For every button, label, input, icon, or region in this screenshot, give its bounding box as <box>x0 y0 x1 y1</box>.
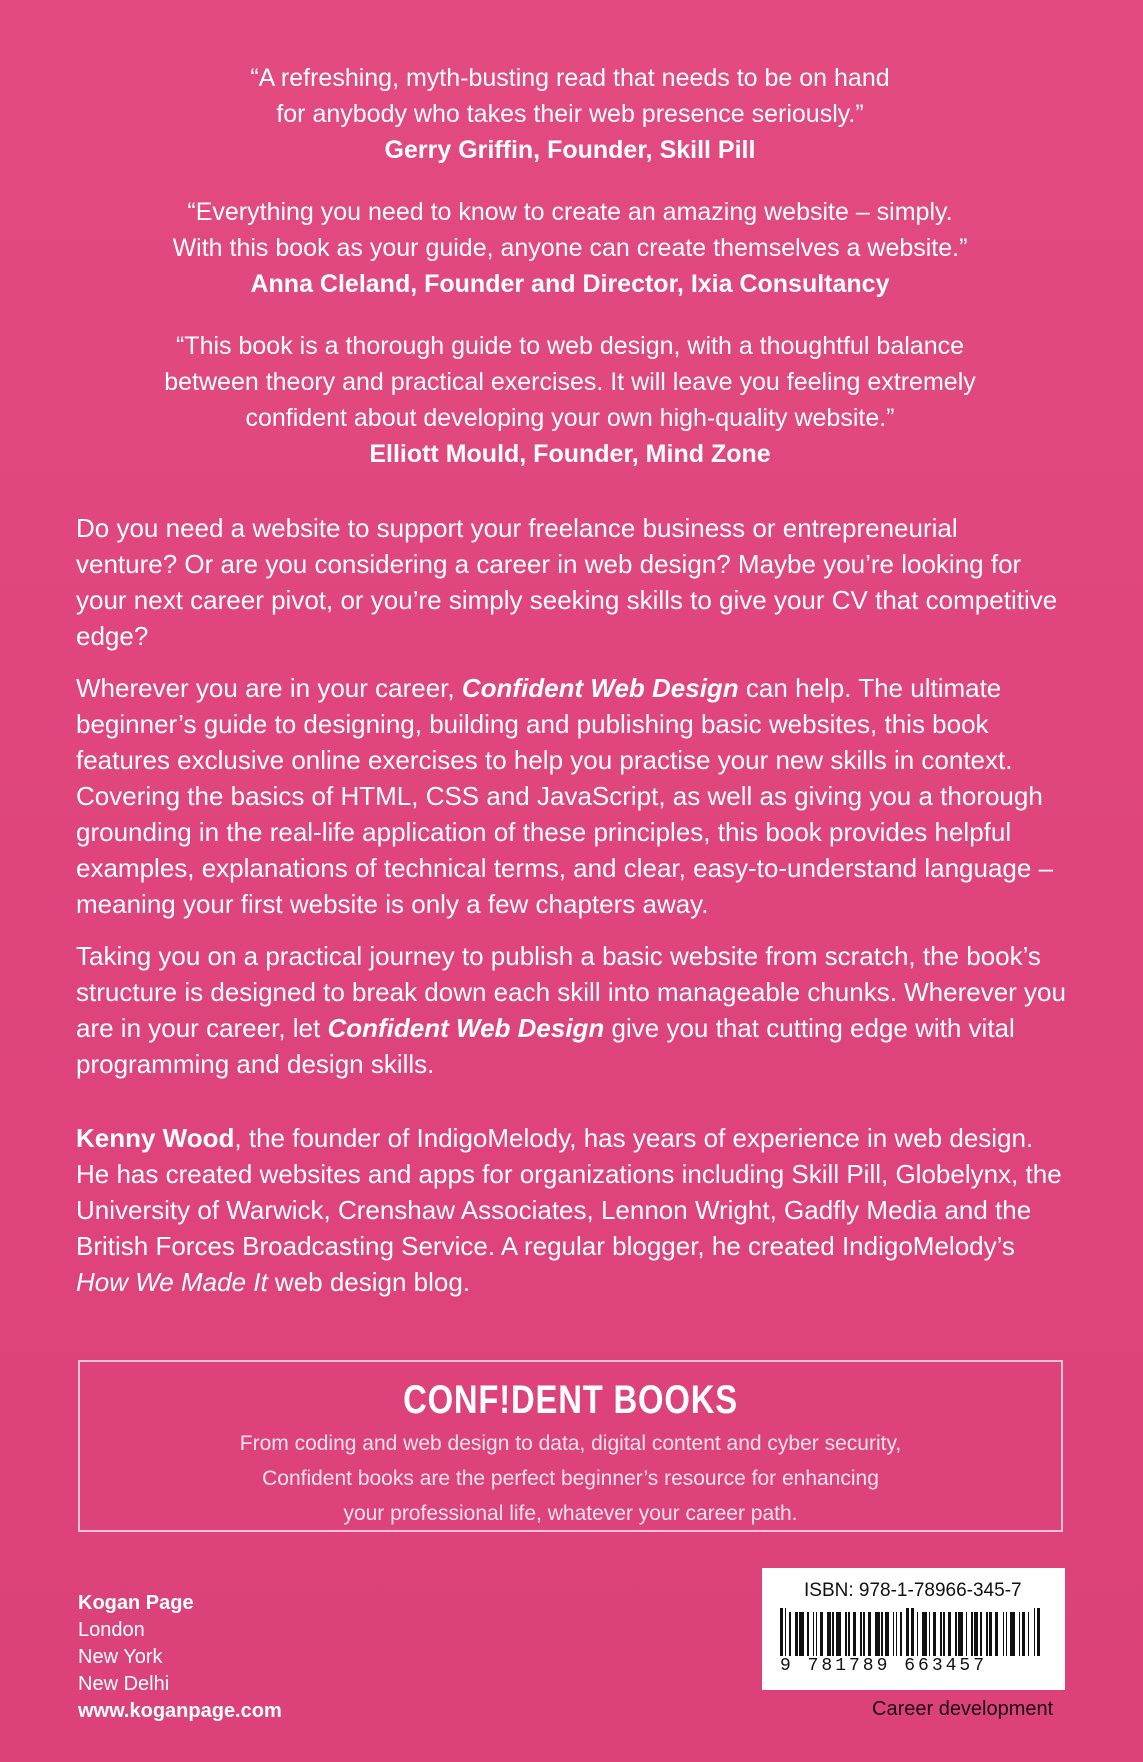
barcode-stripe <box>875 1612 880 1656</box>
barcode-stripe <box>780 1608 783 1656</box>
barcode-stripe <box>893 1612 895 1656</box>
barcode-stripe <box>853 1612 856 1656</box>
barcode-stripe <box>848 1612 850 1656</box>
barcode-stripe <box>1019 1612 1021 1656</box>
barcode-stripe <box>1034 1608 1036 1656</box>
paragraph-text: Taking you on a practical journey to publish a basic website from scratch, the book’s structure is designed to break down each skill into manageable chunks. Wherever you are in your career, let <box>76 941 1066 1043</box>
quote-author: Gerry Griffin, Founder, Skill Pill <box>384 136 756 164</box>
quote-line: With this book as your guide, anyone can create themselves a website.” <box>172 234 968 262</box>
paragraph-text: Wherever you are in your career, <box>76 673 462 703</box>
barcode-stripe <box>940 1612 942 1656</box>
publisher-city: New York <box>78 1646 163 1668</box>
barcode-stripe <box>845 1612 847 1656</box>
barcode-digits: 9 781789 663457 <box>780 1656 988 1676</box>
barcode-stripe <box>1006 1612 1008 1656</box>
barcode-stripe <box>943 1612 945 1656</box>
barcode-stripe <box>958 1612 963 1656</box>
barcode-stripe <box>1003 1612 1005 1656</box>
barcode-stripe <box>948 1612 951 1656</box>
barcode-stripe <box>1037 1608 1040 1656</box>
barcode-stripe <box>799 1612 804 1656</box>
publisher-url: www.koganpage.com <box>78 1700 282 1722</box>
quote-line: “Everything you need to know to create an amazing website – simply. <box>187 198 953 226</box>
description-paragraph-2 <box>76 670 1066 922</box>
barcode-stripe <box>966 1612 968 1656</box>
publisher-city: London <box>78 1619 145 1641</box>
barcode-stripe <box>868 1612 871 1656</box>
barcode-stripe <box>922 1612 927 1656</box>
barcode-stripe <box>906 1608 909 1656</box>
barcode-stripe <box>832 1612 834 1656</box>
barcode-stripe <box>816 1612 818 1656</box>
barcode-stripe <box>813 1612 815 1656</box>
barcode-stripe <box>885 1612 888 1656</box>
barcode-stripe <box>1022 1612 1025 1656</box>
barcode-stripe <box>986 1612 988 1656</box>
blog-name: How We Made It <box>76 1267 268 1297</box>
barcode-bars <box>780 1608 1047 1656</box>
barcode-stripe <box>1010 1612 1015 1656</box>
endorsement-1 <box>110 60 1030 168</box>
isbn-text: ISBN: 978-1-78966-345-7 <box>804 1580 1022 1601</box>
barcode-stripe <box>785 1608 787 1656</box>
quote-line: between theory and practical exercises. It will leave you feeling extremely <box>164 368 976 396</box>
barcode-stripe <box>1028 1612 1030 1656</box>
barcode-stripe <box>789 1612 791 1656</box>
barcode-stripe <box>989 1612 992 1656</box>
barcode-stripe <box>917 1612 919 1656</box>
barcode-stripe <box>974 1612 977 1656</box>
publisher-city: New Delhi <box>78 1673 170 1695</box>
series-line: From coding and web design to data, digital content and cyber security, <box>239 1432 902 1455</box>
quote-line: confident about developing your own high-quality website.” <box>245 404 895 432</box>
quote-line: “A refreshing, myth-busting read that needs to be on hand <box>250 64 890 92</box>
endorsement-2 <box>110 194 1030 302</box>
bio-text: , the founder of IndigoMelody, has years of experience in web design. He has created websites and apps for organizations including Skill Pill, Globelynx, the University of Warwick, Crenshaw Associates, Lennon Wright, Gadfly Media and the British Forces Broadcasting Service. A regular blogger, he created IndigoMelody’s <box>76 1123 1062 1261</box>
barcode-stripe <box>929 1612 931 1656</box>
barcode-stripe <box>896 1612 898 1656</box>
barcode-stripe <box>807 1612 809 1656</box>
barcode-stripe <box>933 1612 936 1656</box>
barcode-stripe <box>900 1612 902 1656</box>
category-label: Career development <box>872 1698 1054 1720</box>
description-paragraph-3 <box>76 938 1066 1082</box>
barcode-stripe <box>827 1612 830 1656</box>
barcode-stripe <box>995 1612 998 1656</box>
barcode-box <box>762 1568 1065 1690</box>
series-line: your professional life, whatever your career path. <box>343 1502 798 1525</box>
description-paragraph-1: Do you need a website to support your freelance business or entrepreneurial venture? Or are you considering a career in web design? Maybe you’re looking for your next career pivot, or you’re simply seeking skills to give your CV that competitive edge? <box>76 513 1058 651</box>
quote-line: for anybody who takes their web presence seriously.” <box>276 100 864 128</box>
series-logo-title: CONF!DENT BOOKS <box>403 1378 738 1422</box>
bio-text: web design blog. <box>267 1267 471 1297</box>
barcode-stripe <box>863 1612 865 1656</box>
quote-line: “This book is a thorough guide to web design, with a thoughtful balance <box>175 332 964 360</box>
endorsements <box>110 60 1030 498</box>
quote-author: Elliott Mould, Founder, Mind Zone <box>369 440 771 468</box>
barcode-stripe <box>820 1612 823 1656</box>
barcode-stripe <box>795 1612 798 1656</box>
barcode-stripe <box>980 1612 982 1656</box>
series-line: Confident books are the perfect beginner’s resource for enhancing <box>262 1467 879 1490</box>
author-name: Kenny Wood <box>76 1123 235 1153</box>
barcode-stripe <box>955 1612 957 1656</box>
endorsement-3 <box>110 328 1030 472</box>
barcode-stripe <box>911 1608 914 1656</box>
barcode-stripe <box>971 1612 973 1656</box>
quote-author: Anna Cleland, Founder and Director, Ixia Consultancy <box>250 270 890 298</box>
barcode-stripe <box>836 1612 841 1656</box>
author-bio <box>76 1120 1066 1300</box>
book-description <box>76 510 1066 1098</box>
paragraph-text: give you that cutting edge with vital programming and design skills. <box>76 1013 1015 1079</box>
book-title: Confident Web Design <box>461 673 739 703</box>
series-box <box>78 1360 1063 1532</box>
publisher-name: Kogan Page <box>78 1592 194 1614</box>
publisher-info <box>78 1590 282 1725</box>
barcode-stripe <box>881 1612 883 1656</box>
book-title: Confident Web Design <box>327 1013 605 1043</box>
paragraph-text: can help. The ultimate beginner’s guide to designing, building and publishing basic websites, this book features exclusive online exercises to help you practise your new skills in context. Covering the basics of HTML, CSS and JavaScript, as well as giving you a thorough grounding in the real-life application of these principles, this book provides helpful examples, explanations of technical terms, and clear, easy-to-understand language – meaning your first website is only a few chapters away. <box>76 673 1054 919</box>
barcode-stripe <box>860 1612 862 1656</box>
